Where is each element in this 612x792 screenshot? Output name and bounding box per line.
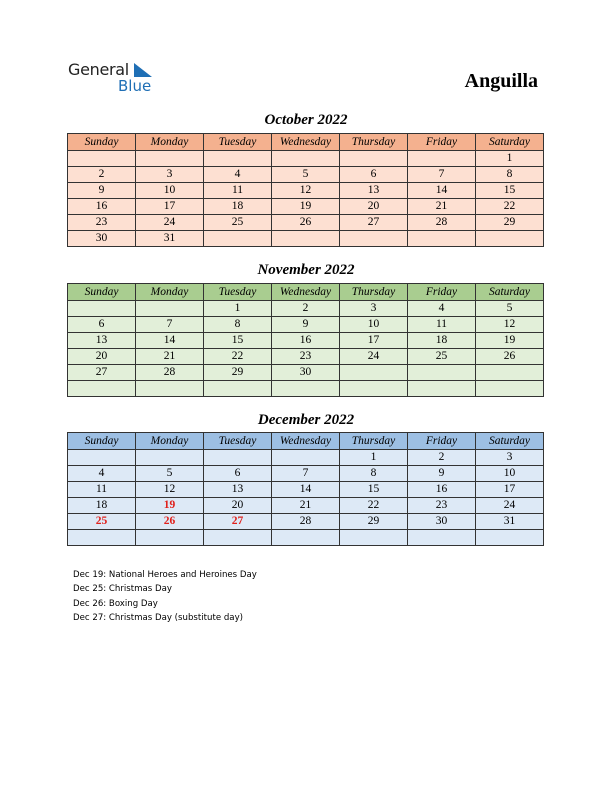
weekday-header: Friday [408,433,476,450]
week-row [68,151,544,167]
day-cell: 4 [408,301,476,317]
day-cell: 5 [476,301,544,317]
day-cell: 16 [272,333,340,349]
day-cell [136,450,204,466]
day-cell [340,231,408,247]
month-title-oct: October 2022 [264,112,348,128]
day-cell: 9 [68,183,136,199]
weekday-header: Tuesday [204,284,272,301]
day-cell [340,381,408,397]
day-cell [136,151,204,167]
weekday-header: Monday [136,284,204,301]
day-cell [340,365,408,381]
holiday-note: Dec 19: National Heroes and Heroines Day [73,570,257,580]
day-cell: 7 [136,317,204,333]
day-cell: 4 [204,167,272,183]
calendar-oct [67,133,544,247]
day-cell: 27 [204,514,272,530]
day-cell: 15 [204,333,272,349]
day-cell: 27 [340,215,408,231]
day-cell: 21 [272,498,340,514]
week-row [68,215,544,231]
day-cell: 19 [476,333,544,349]
day-cell: 10 [340,317,408,333]
day-cell: 25 [204,215,272,231]
day-cell: 14 [136,333,204,349]
day-cell: 13 [340,183,408,199]
weekday-header: Saturday [476,284,544,301]
day-cell: 24 [476,498,544,514]
logo-word-general: General [68,60,129,79]
day-cell [68,450,136,466]
day-cell [476,530,544,546]
day-cell: 10 [136,183,204,199]
day-cell [204,450,272,466]
day-cell: 16 [68,199,136,215]
day-cell [68,301,136,317]
day-cell: 3 [340,301,408,317]
day-cell: 2 [408,450,476,466]
day-cell: 17 [136,199,204,215]
day-cell: 13 [68,333,136,349]
day-cell [204,151,272,167]
week-row [68,349,544,365]
day-cell: 5 [136,466,204,482]
day-cell [136,530,204,546]
week-row [68,482,544,498]
day-cell: 28 [136,365,204,381]
week-row [68,167,544,183]
holiday-note: Dec 25: Christmas Day [73,584,172,595]
day-cell: 22 [340,498,408,514]
logo-word-blue: Blue [118,77,152,95]
day-cell: 21 [408,199,476,215]
day-cell: 15 [340,482,408,498]
day-cell: 31 [476,514,544,530]
week-row [68,498,544,514]
day-cell: 14 [272,482,340,498]
week-row [68,514,544,530]
day-cell: 6 [68,317,136,333]
day-cell: 28 [408,215,476,231]
weekday-header: Thursday [340,433,408,450]
day-cell [204,530,272,546]
day-cell: 6 [204,466,272,482]
week-row [68,317,544,333]
weekday-header: Tuesday [204,134,272,151]
day-cell: 2 [272,301,340,317]
day-cell: 27 [68,365,136,381]
holiday-notes [73,568,257,625]
day-cell: 26 [272,215,340,231]
day-cell: 12 [476,317,544,333]
day-cell [340,151,408,167]
day-cell [272,151,340,167]
weekday-header: Friday [408,284,476,301]
week-row [68,301,544,317]
day-cell: 22 [204,349,272,365]
day-cell: 12 [272,183,340,199]
day-cell [68,381,136,397]
week-row [68,530,544,546]
day-cell: 7 [272,466,340,482]
day-cell: 19 [136,498,204,514]
weekday-header: Wednesday [272,433,340,450]
week-row [68,450,544,466]
month-title-nov: November 2022 [257,262,355,278]
day-cell: 1 [204,301,272,317]
weekday-header: Thursday [340,134,408,151]
day-cell [68,530,136,546]
day-cell: 18 [204,199,272,215]
day-cell: 11 [408,317,476,333]
day-cell: 20 [204,498,272,514]
day-cell: 18 [408,333,476,349]
day-cell: 21 [136,349,204,365]
day-cell: 26 [136,514,204,530]
day-cell: 8 [204,317,272,333]
weekday-header: Sunday [68,284,136,301]
weekday-header: Sunday [68,433,136,450]
day-cell: 14 [408,183,476,199]
day-cell [272,231,340,247]
day-cell [476,231,544,247]
day-cell: 31 [136,231,204,247]
weekday-header: Saturday [476,433,544,450]
day-cell: 23 [68,215,136,231]
day-cell: 9 [272,317,340,333]
day-cell: 30 [408,514,476,530]
week-row [68,183,544,199]
weekday-header: Monday [136,134,204,151]
weekday-header: Wednesday [272,284,340,301]
day-cell [408,151,476,167]
day-cell: 17 [476,482,544,498]
week-row [68,333,544,349]
day-cell: 7 [408,167,476,183]
day-cell: 29 [340,514,408,530]
day-cell: 22 [476,199,544,215]
weekday-header-row [68,134,544,151]
day-cell [408,530,476,546]
holiday-note: Dec 27: Christmas Day (substitute day) [73,612,244,623]
week-row [68,381,544,397]
day-cell: 23 [408,498,476,514]
day-cell: 9 [408,466,476,482]
day-cell: 29 [204,365,272,381]
day-cell: 25 [408,349,476,365]
day-cell: 18 [68,498,136,514]
weekday-header: Sunday [68,134,136,151]
day-cell [476,381,544,397]
weekday-header: Tuesday [204,433,272,450]
day-cell [476,365,544,381]
day-cell: 5 [272,167,340,183]
weekday-header: Thursday [340,284,408,301]
weekday-header: Monday [136,433,204,450]
day-cell: 11 [68,482,136,498]
day-cell [340,530,408,546]
week-row [68,231,544,247]
day-cell [68,151,136,167]
day-cell [408,231,476,247]
month-title-dec: December 2022 [257,412,355,428]
day-cell: 13 [204,482,272,498]
weekday-header: Saturday [476,134,544,151]
day-cell: 28 [272,514,340,530]
day-cell: 1 [340,450,408,466]
country-title: Anguilla [464,70,538,92]
week-row [68,365,544,381]
day-cell: 12 [136,482,204,498]
generalblue-logo [68,60,168,96]
weekday-header: Friday [408,134,476,151]
day-cell: 24 [340,349,408,365]
day-cell: 30 [272,365,340,381]
day-cell: 3 [476,450,544,466]
day-cell: 2 [68,167,136,183]
day-cell: 15 [476,183,544,199]
week-row [68,466,544,482]
day-cell: 3 [136,167,204,183]
day-cell [408,381,476,397]
day-cell [272,450,340,466]
weekday-header-row [68,284,544,301]
day-cell: 6 [340,167,408,183]
week-row [68,199,544,215]
day-cell [272,381,340,397]
logo-triangle-icon [134,63,152,77]
day-cell [204,231,272,247]
weekday-header-row [68,433,544,450]
day-cell: 30 [68,231,136,247]
day-cell: 25 [68,514,136,530]
day-cell: 19 [272,199,340,215]
day-cell: 11 [204,183,272,199]
day-cell [204,381,272,397]
holiday-note: Dec 26: Boxing Day [73,598,158,609]
weekday-header: Wednesday [272,134,340,151]
calendar-dec [67,432,544,546]
day-cell: 4 [68,466,136,482]
day-cell [136,381,204,397]
day-cell: 24 [136,215,204,231]
calendar-nov [67,283,544,397]
day-cell: 23 [272,349,340,365]
day-cell: 17 [340,333,408,349]
day-cell: 8 [476,167,544,183]
day-cell [136,301,204,317]
day-cell: 8 [340,466,408,482]
day-cell: 16 [408,482,476,498]
day-cell: 26 [476,349,544,365]
day-cell [272,530,340,546]
day-cell: 1 [476,151,544,167]
day-cell: 10 [476,466,544,482]
day-cell: 29 [476,215,544,231]
day-cell: 20 [340,199,408,215]
day-cell [408,365,476,381]
day-cell: 20 [68,349,136,365]
